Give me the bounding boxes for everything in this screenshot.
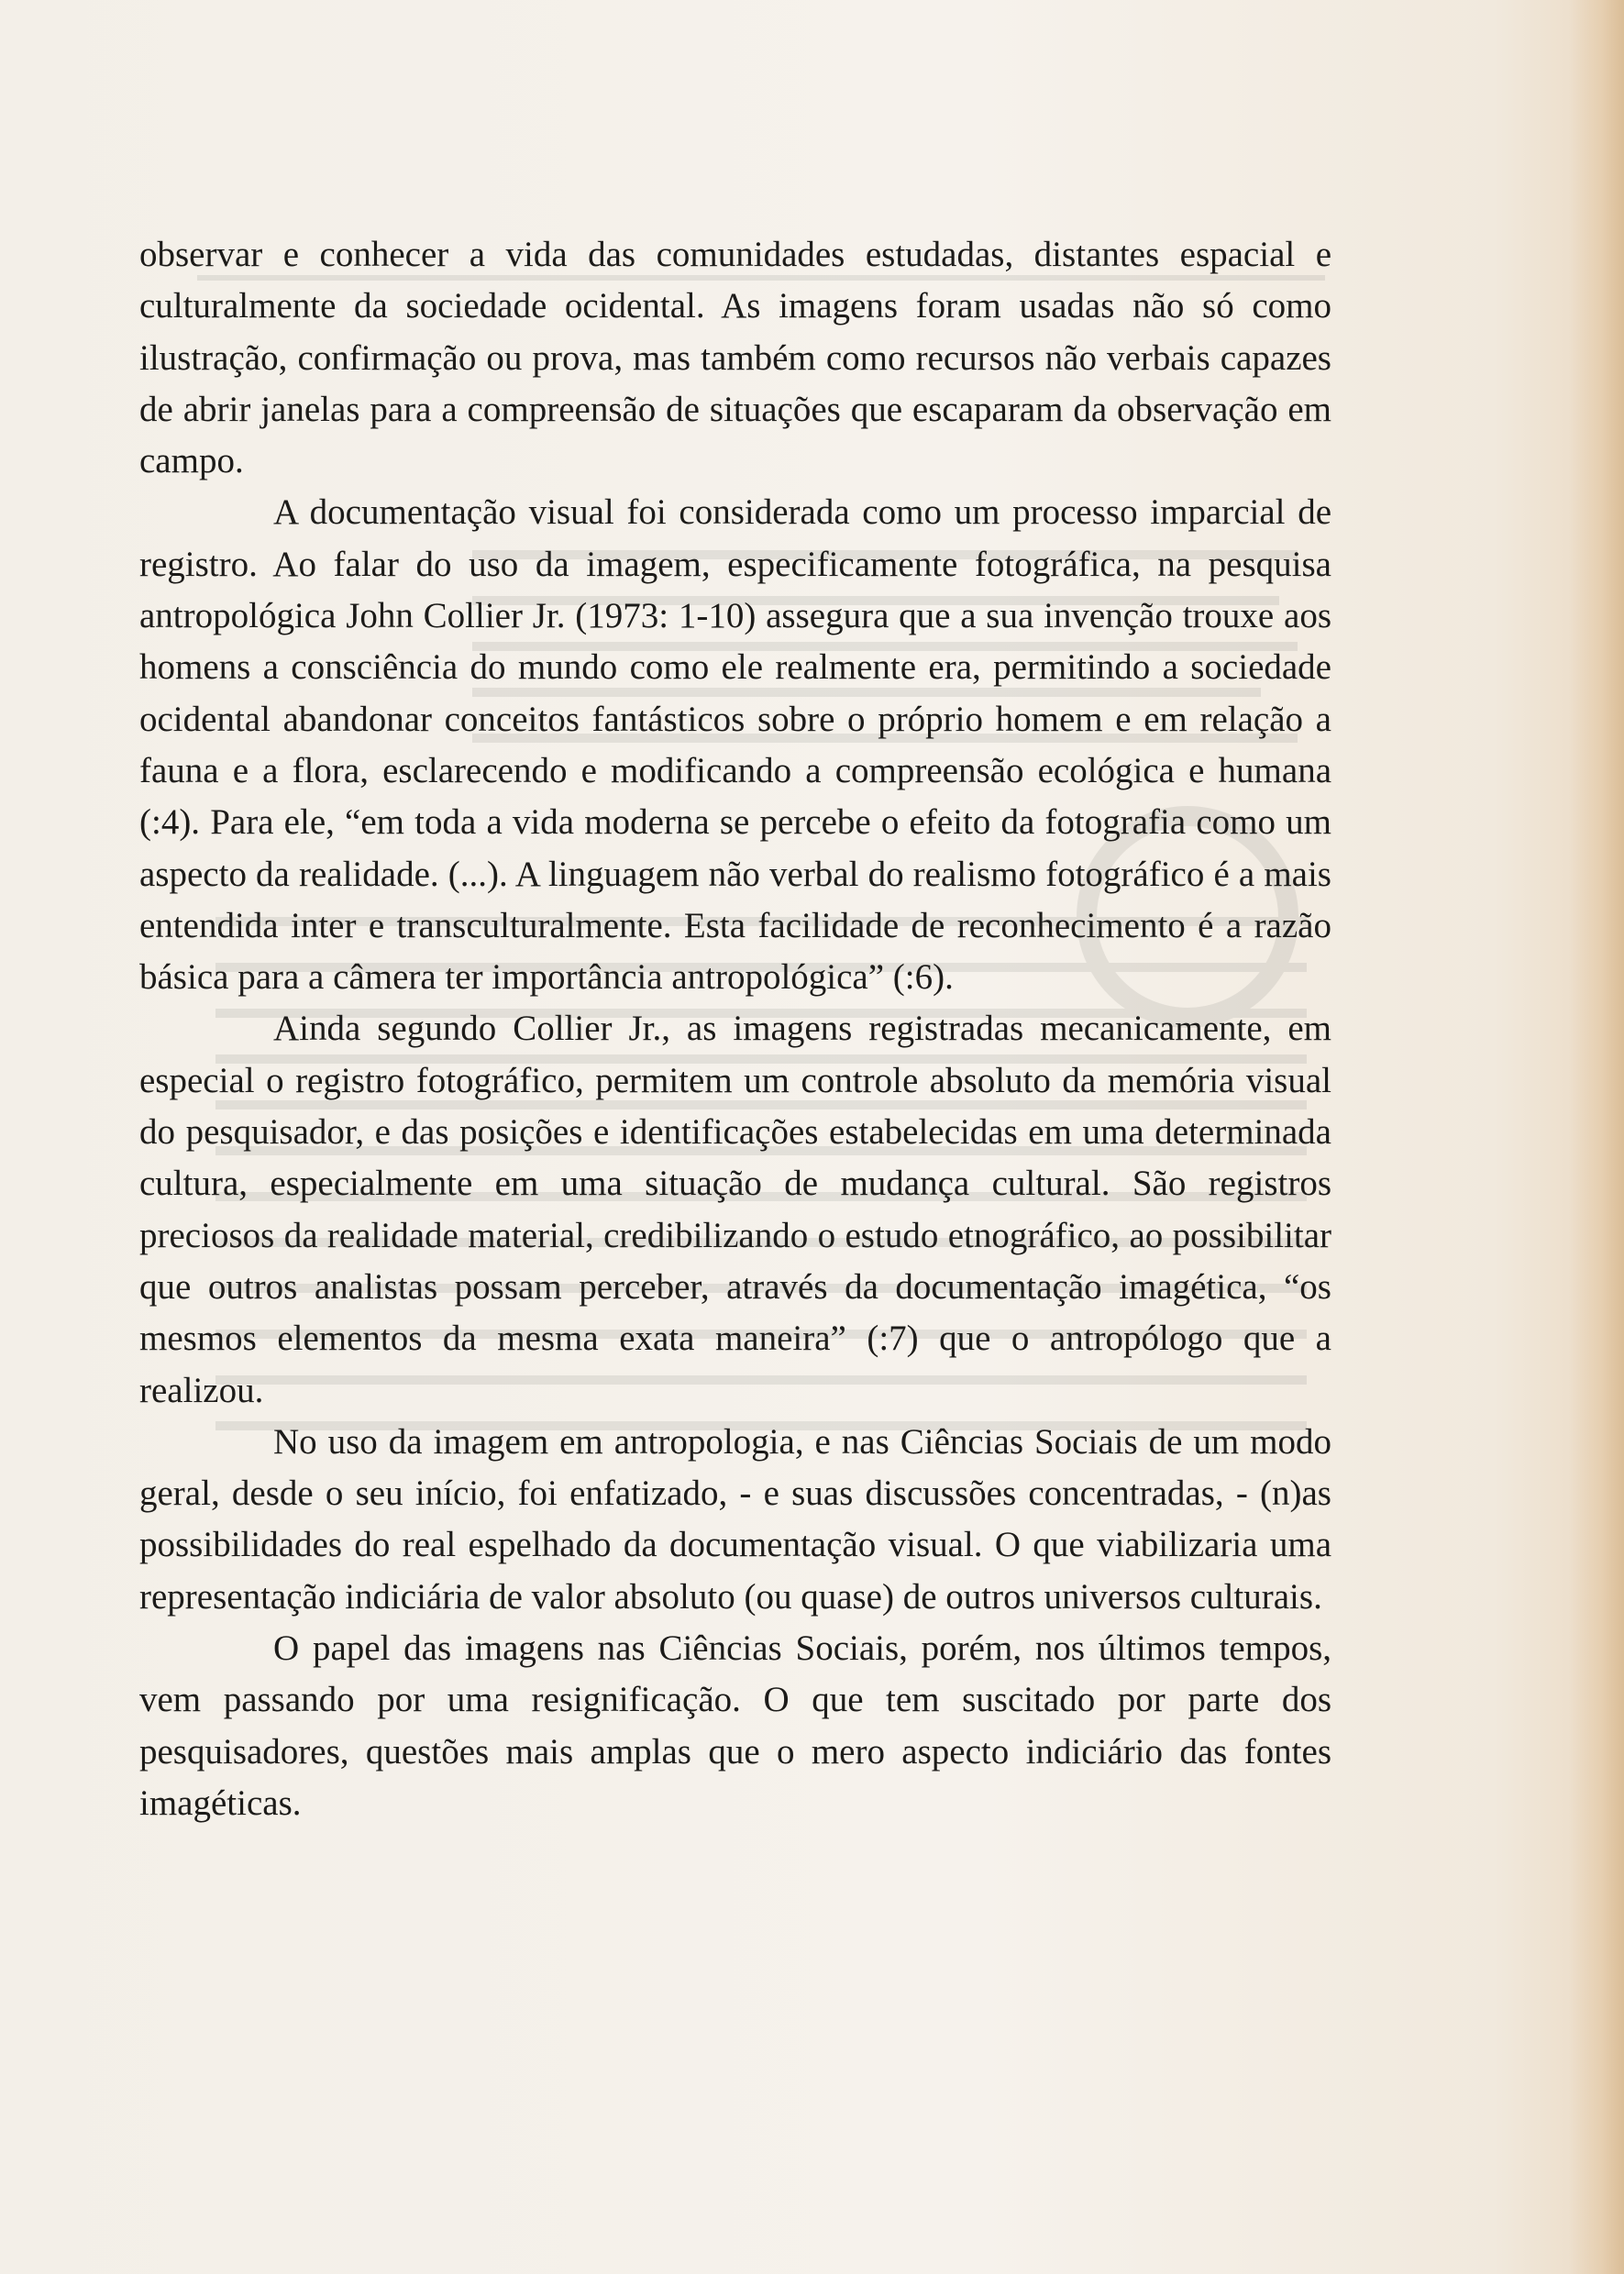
paragraph-1: observar e conhecer a vida das comunidades estudadas, distantes espacial e culturalmente da sociedade ocidental. As imagens foram usadas não só como ilustração, confirmação ou prova, mas também como recursos não verbais capazes de abrir janelas para a compreensão de situações que escaparam da observação em campo. (139, 235, 1331, 481)
body-text (139, 229, 1331, 1829)
paragraph-3: Ainda segundo Collier Jr., as imagens registradas mecanicamente, em especial o registro fotográfico, permitem um controle absoluto da memória visual do pesquisador, e das posições e identificações estabelecidas em uma determinada cultura, especialmente em uma situação de mudança cultural. São registros preciosos da realidade material, credibilizando o estudo etnográfico, ao possibilitar que outros analistas possam perceber, através da documentação imagética, “os mesmos elementos da mesma exata maneira” (:7) que o antropólogo que a realizou. (139, 1009, 1331, 1410)
paragraph-4: No uso da imagem em antropologia, e nas Ciências Sociais de um modo geral, desde o seu início, foi enfatizado, - e suas discussões concentradas, - (n)as possibilidades do real espelhado da documentação visual. O que viabilizaria uma representação indiciária de valor absoluto (ou quase) de outros universos culturais. (139, 1421, 1331, 1617)
paragraph-5: O papel das imagens nas Ciências Sociais, porém, nos últimos tempos, vem passando por uma resignificação. O que tem suscitado por parte dos pesquisadores, questões mais amplas que o mero aspecto indiciário das fontes imagéticas. (139, 1628, 1331, 1823)
page-edge-stain (1569, 0, 1624, 2274)
paragraph-2: A documentação visual foi considerada como um processo imparcial de registro. Ao falar do uso da imagem, especificamente fotográfica, na pesquisa antropológica John Collier Jr. (1973: 1-10) assegura que a sua invenção trouxe aos homens a consciência do mundo como ele realmente era, permitindo a sociedade ocidental abandonar conceitos fantásticos sobre o próprio homem e em relação a fauna e a flora, esclarecendo e modificando a compreensão ecológica e humana (:4). Para ele, “em toda a vida moderna se percebe o efeito da fotografia como um aspecto da realidade. (...). A linguagem não verbal do realismo fotográfico é a mais entendida inter e transculturalmente. Esta facilidade de reconhecimento é a razão básica para a câmera ter importância antropológica” (:6). (139, 492, 1331, 998)
